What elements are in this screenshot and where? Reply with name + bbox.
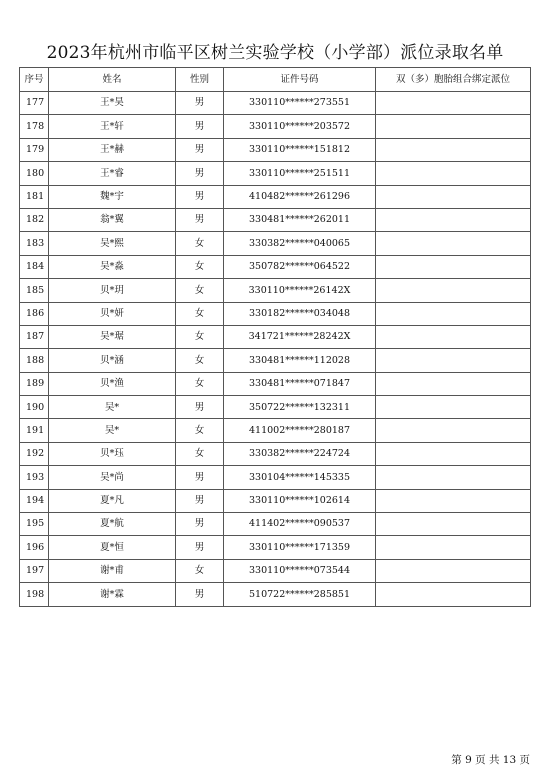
- cell-twins-binding: [376, 115, 531, 138]
- cell-name: 翁*翼: [49, 208, 176, 231]
- cell-twins-binding: [376, 583, 531, 606]
- cell-id-number: 330382******224724: [224, 442, 376, 465]
- table-row: [20, 559, 531, 582]
- cell-twins-binding: [376, 302, 531, 325]
- cell-id-number: 341721******28242X: [224, 325, 376, 348]
- cell-serial-number: 198: [20, 583, 49, 606]
- table-row: [20, 232, 531, 255]
- cell-gender: 男: [176, 466, 224, 489]
- cell-id-number: 330110******102614: [224, 489, 376, 512]
- table-row: [20, 583, 531, 606]
- cell-gender: 女: [176, 255, 224, 278]
- cell-serial-number: 179: [20, 138, 49, 161]
- cell-serial-number: 193: [20, 466, 49, 489]
- cell-twins-binding: [376, 419, 531, 442]
- table-row: [20, 185, 531, 208]
- cell-id-number: 330110******26142X: [224, 279, 376, 302]
- table-row: [20, 325, 531, 348]
- table-row: [20, 349, 531, 372]
- cell-serial-number: 187: [20, 325, 49, 348]
- cell-id-number: 350722******132311: [224, 396, 376, 419]
- cell-name: 王*昊: [49, 92, 176, 115]
- cell-serial-number: 182: [20, 208, 49, 231]
- table-row: [20, 279, 531, 302]
- admission-table: [19, 67, 531, 607]
- cell-twins-binding: [376, 162, 531, 185]
- cell-serial-number: 184: [20, 255, 49, 278]
- table-row: [20, 302, 531, 325]
- cell-serial-number: 189: [20, 372, 49, 395]
- cell-name: 夏*航: [49, 513, 176, 536]
- cell-name: 魏*宇: [49, 185, 176, 208]
- cell-twins-binding: [376, 396, 531, 419]
- cell-id-number: 330110******171359: [224, 536, 376, 559]
- cell-name: 贝*玥: [49, 279, 176, 302]
- cell-twins-binding: [376, 325, 531, 348]
- cell-serial-number: 188: [20, 349, 49, 372]
- cell-id-number: 330481******071847: [224, 372, 376, 395]
- header-serial-number: 序号: [20, 68, 49, 92]
- cell-gender: 女: [176, 279, 224, 302]
- cell-id-number: 330182******034048: [224, 302, 376, 325]
- cell-gender: 男: [176, 92, 224, 115]
- cell-gender: 男: [176, 208, 224, 231]
- cell-twins-binding: [376, 138, 531, 161]
- cell-gender: 女: [176, 442, 224, 465]
- table-row: [20, 372, 531, 395]
- cell-serial-number: 195: [20, 513, 49, 536]
- table-row: [20, 92, 531, 115]
- cell-id-number: 330110******273551: [224, 92, 376, 115]
- cell-gender: 女: [176, 419, 224, 442]
- table-row: [20, 419, 531, 442]
- cell-serial-number: 185: [20, 279, 49, 302]
- cell-name: 吴*尚: [49, 466, 176, 489]
- cell-id-number: 330110******251511: [224, 162, 376, 185]
- cell-twins-binding: [376, 92, 531, 115]
- table-row: [20, 138, 531, 161]
- cell-name: 夏*恒: [49, 536, 176, 559]
- cell-gender: 女: [176, 349, 224, 372]
- cell-gender: 男: [176, 583, 224, 606]
- cell-twins-binding: [376, 466, 531, 489]
- cell-name: 吴*: [49, 419, 176, 442]
- cell-twins-binding: [376, 442, 531, 465]
- cell-gender: 男: [176, 115, 224, 138]
- cell-twins-binding: [376, 349, 531, 372]
- cell-name: 吴*琚: [49, 325, 176, 348]
- cell-id-number: 330110******203572: [224, 115, 376, 138]
- cell-serial-number: 186: [20, 302, 49, 325]
- cell-name: 夏*凡: [49, 489, 176, 512]
- cell-name: 王*轩: [49, 115, 176, 138]
- cell-gender: 男: [176, 138, 224, 161]
- table-row: [20, 396, 531, 419]
- cell-twins-binding: [376, 255, 531, 278]
- cell-gender: 男: [176, 396, 224, 419]
- cell-serial-number: 194: [20, 489, 49, 512]
- cell-twins-binding: [376, 185, 531, 208]
- cell-gender: 男: [176, 185, 224, 208]
- cell-name: 贝*珏: [49, 442, 176, 465]
- document-title: 2023年杭州市临平区树兰实验学校（小学部）派位录取名单: [46, 43, 504, 63]
- cell-id-number: 350782******064522: [224, 255, 376, 278]
- cell-serial-number: 197: [20, 559, 49, 582]
- cell-id-number: 330481******112028: [224, 349, 376, 372]
- cell-twins-binding: [376, 232, 531, 255]
- cell-id-number: 410482******261296: [224, 185, 376, 208]
- table-header-row: [20, 68, 531, 92]
- cell-serial-number: 180: [20, 162, 49, 185]
- table-row: [20, 255, 531, 278]
- cell-twins-binding: [376, 489, 531, 512]
- cell-gender: 男: [176, 513, 224, 536]
- table-row: [20, 489, 531, 512]
- cell-gender: 女: [176, 559, 224, 582]
- table-row: [20, 442, 531, 465]
- cell-serial-number: 181: [20, 185, 49, 208]
- cell-twins-binding: [376, 559, 531, 582]
- cell-id-number: 330110******073544: [224, 559, 376, 582]
- cell-serial-number: 190: [20, 396, 49, 419]
- cell-id-number: 330382******040065: [224, 232, 376, 255]
- table-row: [20, 466, 531, 489]
- cell-id-number: 330481******262011: [224, 208, 376, 231]
- table-body: [20, 92, 531, 607]
- cell-id-number: 411002******280187: [224, 419, 376, 442]
- cell-name: 王*睿: [49, 162, 176, 185]
- table-row: [20, 208, 531, 231]
- cell-serial-number: 191: [20, 419, 49, 442]
- table-row: [20, 513, 531, 536]
- cell-gender: 女: [176, 372, 224, 395]
- cell-gender: 女: [176, 325, 224, 348]
- cell-name: 贝*妍: [49, 302, 176, 325]
- cell-twins-binding: [376, 513, 531, 536]
- cell-id-number: 330104******145335: [224, 466, 376, 489]
- cell-serial-number: 183: [20, 232, 49, 255]
- cell-gender: 男: [176, 489, 224, 512]
- cell-serial-number: 196: [20, 536, 49, 559]
- header-name: 姓名: [49, 68, 176, 92]
- cell-name: 王*赫: [49, 138, 176, 161]
- cell-name: 谢*霖: [49, 583, 176, 606]
- cell-gender: 男: [176, 162, 224, 185]
- cell-name: 吴*熙: [49, 232, 176, 255]
- cell-serial-number: 192: [20, 442, 49, 465]
- cell-twins-binding: [376, 279, 531, 302]
- cell-twins-binding: [376, 372, 531, 395]
- cell-id-number: 411402******090537: [224, 513, 376, 536]
- cell-name: 谢*甫: [49, 559, 176, 582]
- cell-name: 吴*: [49, 396, 176, 419]
- table-row: [20, 115, 531, 138]
- header-id-number: 证件号码: [224, 68, 376, 92]
- cell-twins-binding: [376, 536, 531, 559]
- cell-gender: 男: [176, 536, 224, 559]
- cell-twins-binding: [376, 208, 531, 231]
- table-row: [20, 536, 531, 559]
- cell-gender: 女: [176, 232, 224, 255]
- cell-serial-number: 177: [20, 92, 49, 115]
- cell-id-number: 330110******151812: [224, 138, 376, 161]
- cell-gender: 女: [176, 302, 224, 325]
- table-row: [20, 162, 531, 185]
- cell-name: 吴*淼: [49, 255, 176, 278]
- page-number: 第 9 页 共 13 页: [451, 754, 530, 766]
- cell-name: 贝*涵: [49, 349, 176, 372]
- header-twins-binding: 双（多）胞胎组合绑定派位: [376, 68, 531, 92]
- cell-name: 贝*渔: [49, 372, 176, 395]
- cell-id-number: 510722******285851: [224, 583, 376, 606]
- header-gender: 性别: [176, 68, 224, 92]
- cell-serial-number: 178: [20, 115, 49, 138]
